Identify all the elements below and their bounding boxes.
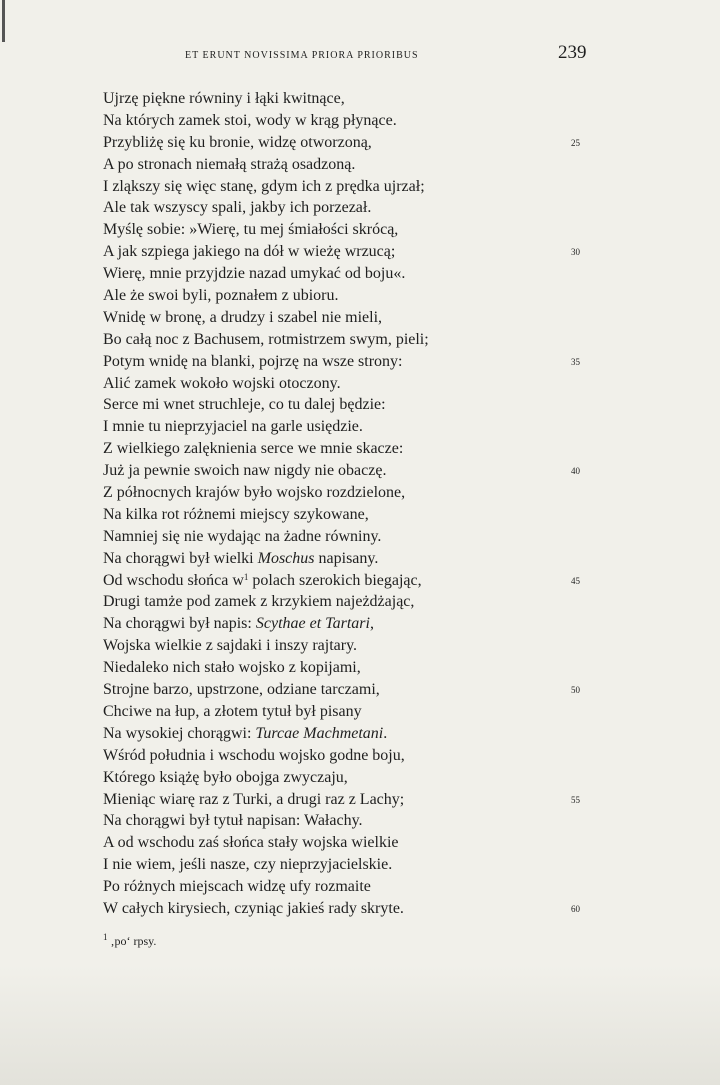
verse-text: A jak szpiega jakiego na dół w wieżę wrzucą;: [103, 243, 396, 261]
verse-line: [103, 460, 623, 482]
verse-text: Serce mi wnet struchleje, co tu dalej będzie:: [103, 396, 386, 414]
verse-line: [103, 197, 623, 219]
verse-text: Myślę sobie: »Wierę, tu mej śmiałości skrócą,: [103, 221, 399, 239]
verse-text: Chciwe na łup, a złotem tytuł był pisany: [103, 702, 362, 720]
verse-line: [103, 832, 623, 854]
line-number: 50: [571, 685, 580, 696]
verse-line: [103, 241, 623, 263]
line-number: 60: [571, 903, 580, 914]
verse-line: [103, 548, 623, 570]
verse-line: [103, 373, 623, 395]
verse-line: [103, 307, 623, 329]
verse-line: [103, 591, 623, 613]
verse-text: W całych kirysiech, czyniąc jakieś rady skryte.: [103, 899, 404, 917]
verse-text: Na kilka rot różnemi miejscy szykowane,: [103, 505, 369, 523]
scan-margin-mark: [2, 0, 5, 42]
verse-line: [103, 657, 623, 679]
verse-line: [103, 154, 623, 176]
line-number: 25: [571, 137, 580, 148]
verse-text: Ale że swoi byli, poznałem z ubioru.: [103, 287, 339, 305]
verse-text: Ale tak wszyscy spali, jakby ich porzezał.: [103, 199, 372, 217]
verse-line: [103, 745, 623, 767]
verse-line: [103, 394, 623, 416]
verse-text: Bo całą noc z Bachusem, rotmistrzem swym, pieli;: [103, 330, 429, 348]
verse-line: [103, 876, 623, 898]
verse-line: [103, 635, 623, 657]
footnote-text: ‚po‘ rpsy.: [107, 934, 157, 948]
verse-text-tail: polach szerokich biegając,: [248, 571, 422, 589]
verse-text: Od wschodu słońca w: [103, 571, 244, 589]
verse-italic-text: Scythae et Tartari: [255, 615, 370, 633]
verse-line: [103, 613, 623, 635]
verse-text: Na których zamek stoi, wody w krąg płynące.: [103, 111, 397, 129]
verse-text: Na chorągwi był tytuł napisan: Wałachy.: [103, 812, 363, 830]
verse-text: Niedaleko nich stało wojsko z kopijami,: [103, 659, 361, 677]
verse-line: [103, 898, 623, 920]
verse-line: [103, 504, 623, 526]
verse-line: [103, 789, 623, 811]
verse-line: [103, 88, 623, 110]
running-head: ET ERUNT NOVISSIMA PRIORA PRIORIBUS: [185, 50, 419, 61]
verse-text: A po stronach niemałą strażą osadzoną.: [103, 155, 356, 173]
verse-text: Ujrzę piękne równiny i łąki kwitnące,: [103, 90, 345, 107]
verse-line: [103, 810, 623, 832]
verse-text: Wierę, mnie przyjdzie nazad umykać od boju«.: [103, 265, 406, 283]
verse-line: [103, 679, 623, 701]
verse-line: [103, 416, 623, 438]
verse-text: I nie wiem, jeśli nasze, czy nieprzyjacielskie.: [103, 856, 393, 874]
poem-text: [103, 88, 623, 920]
verse-text: Wojska wielkie z sajdaki i inszy rajtary.: [103, 637, 358, 655]
verse-text-tail: .: [383, 724, 388, 742]
verse-line: [103, 723, 623, 745]
verse-italic-text: Turcae Machmetani: [255, 724, 384, 742]
line-number: 40: [571, 466, 580, 477]
verse-text: Z wielkiego zalęknienia serce we mnie skacze:: [103, 440, 404, 458]
line-number: 30: [571, 247, 580, 258]
verse-line: [103, 438, 623, 460]
line-number: 45: [571, 575, 580, 586]
verse-text: Wnidę w bronę, a drudzy i szabel nie mieli,: [103, 308, 383, 326]
verse-text: Przybliżę się ku bronie, widzę otworzoną,: [103, 133, 372, 151]
footnote: [103, 934, 156, 949]
verse-line: [103, 767, 623, 789]
verse-text: Strojne barzo, upstrzone, odziane tarczami,: [103, 681, 380, 699]
line-number: 55: [571, 794, 580, 805]
verse-line: [103, 132, 623, 154]
verse-text: Namniej się nie wydając na żadne równiny.: [103, 527, 382, 545]
footnote-marker: 1: [103, 932, 108, 942]
verse-text-tail: ,: [369, 615, 374, 633]
line-number: 35: [571, 356, 580, 367]
verse-line: [103, 285, 623, 307]
verse-line: [103, 526, 623, 548]
verse-text: Z północnych krajów było wojsko rozdzielone,: [103, 484, 406, 502]
verse-text: Drugi tamże pod zamek z krzykiem najeżdżając,: [103, 593, 415, 611]
verse-text: Na chorągwi był wielki: [103, 549, 258, 567]
verse-text: I zląkszy się więc stanę, gdym ich z prędka ujrzał;: [103, 177, 425, 195]
verse-text: Po różnych miejscach widzę ufy rozmaite: [103, 878, 371, 896]
footnote-reference: 1: [243, 571, 249, 582]
verse-line: [103, 351, 623, 373]
verse-text: Na chorągwi był napis:: [103, 615, 256, 633]
verse-text: I mnie tu nieprzyjaciel na garle usiędzie.: [103, 418, 363, 436]
verse-line: [103, 219, 623, 241]
verse-line: [103, 854, 623, 876]
verse-line: [103, 570, 623, 592]
verse-line: [103, 329, 623, 351]
verse-text: Potym wnidę na blanki, pojrzę na wsze strony:: [103, 352, 403, 370]
verse-text: Którego książę było obojga zwyczaju,: [103, 768, 348, 786]
verse-italic-text: Moschus: [257, 549, 315, 567]
page-number: 239: [558, 42, 587, 63]
verse-text-tail: napisany.: [314, 549, 379, 567]
verse-line: [103, 701, 623, 723]
verse-text: Wśród południa i wschodu wojsko godne boju,: [103, 746, 405, 764]
verse-text: Na wysokiej chorągwi:: [103, 724, 256, 742]
verse-text: Alić zamek wokoło wojski otoczony.: [103, 374, 341, 392]
verse-text: A od wschodu zaś słońca stały wojska wielkie: [103, 834, 399, 852]
scan-shading: [0, 965, 720, 1085]
verse-line: [103, 482, 623, 504]
verse-line: [103, 110, 623, 132]
verse-text: Mieniąc wiarę raz z Turki, a drugi raz z Lachy;: [103, 790, 405, 808]
verse-line: [103, 263, 623, 285]
verse-text: Już ja pewnie swoich naw nigdy nie obaczę.: [103, 462, 387, 480]
verse-line: [103, 176, 623, 198]
